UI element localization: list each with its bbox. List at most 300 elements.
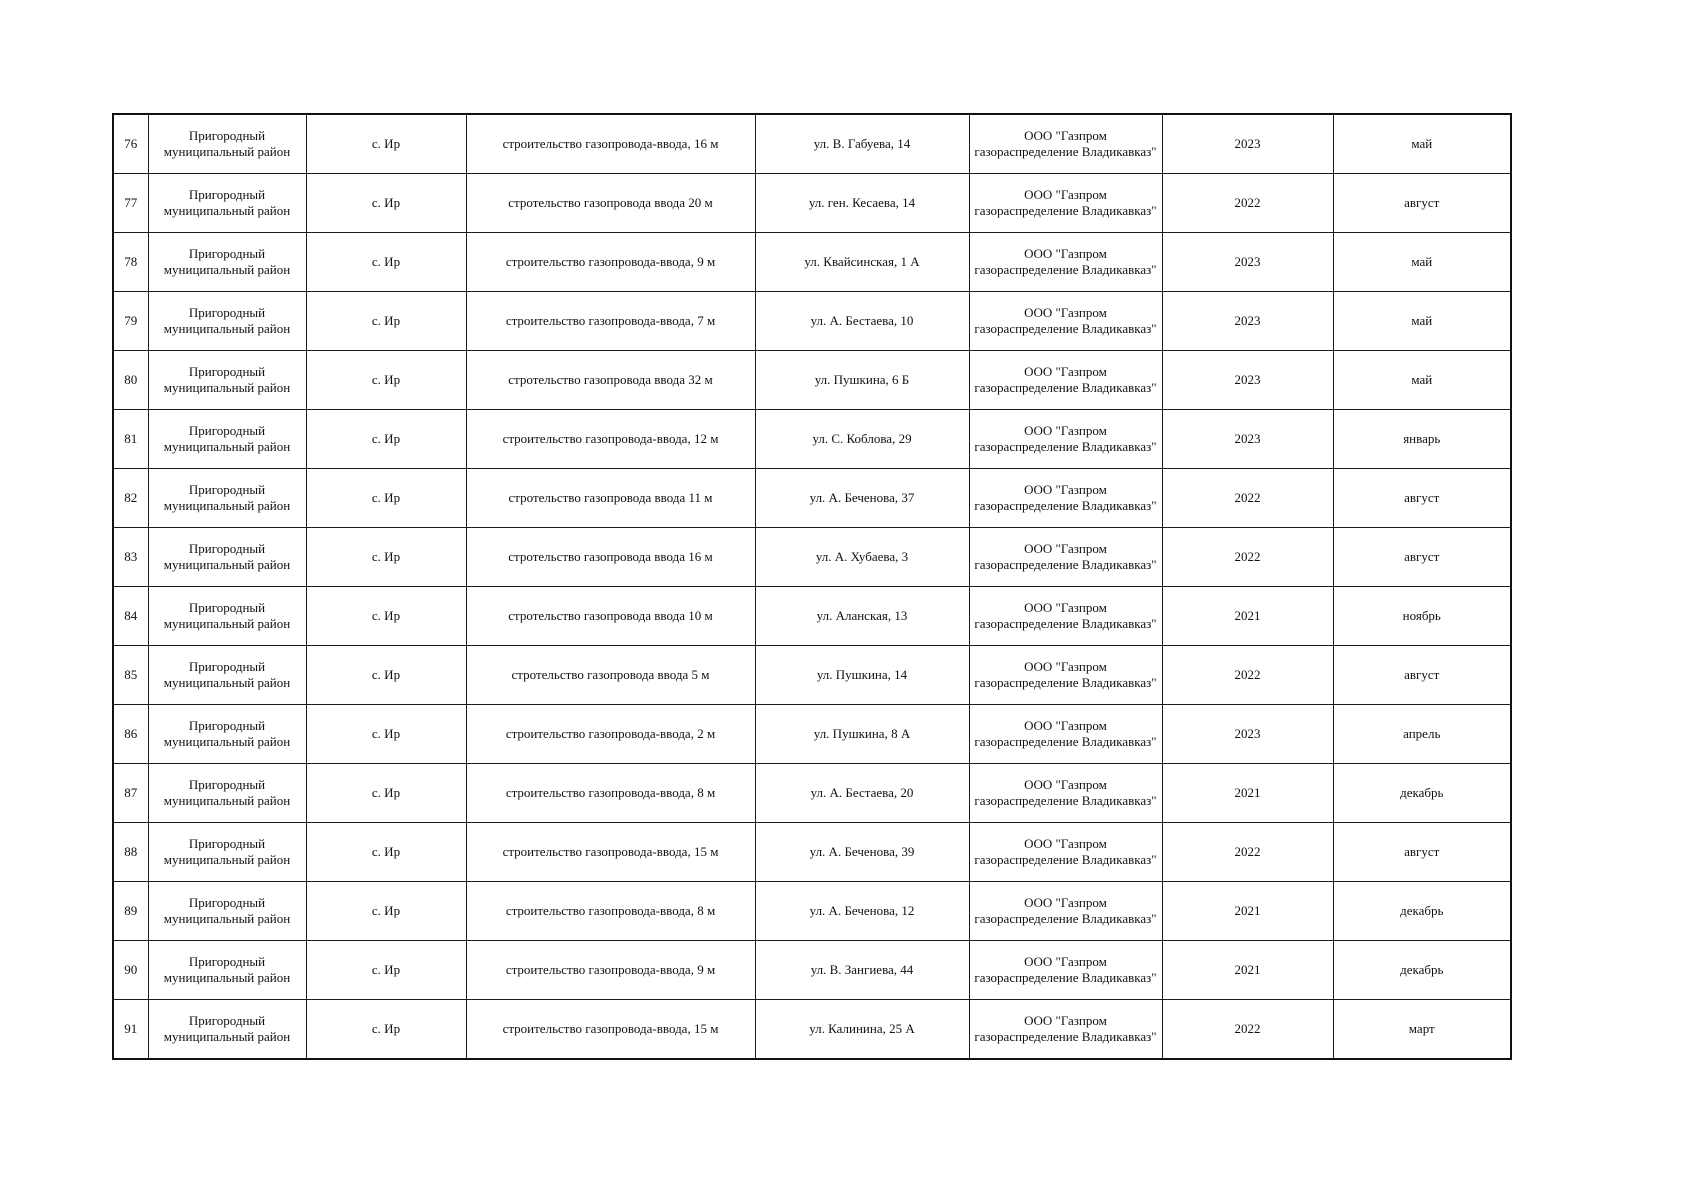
month-cell-text: май	[1411, 372, 1433, 387]
row-number-text: 86	[124, 726, 138, 741]
address-cell-text: ул. Пушкина, 14	[816, 667, 908, 682]
month-cell-text: март	[1408, 1021, 1435, 1036]
village-cell	[306, 764, 466, 823]
address-cell	[755, 174, 969, 233]
organization-cell-text: газораспределение Владикавказ"	[974, 616, 1157, 631]
district-cell-text: Пригородный	[188, 128, 266, 143]
district-cell-text: Пригородный	[188, 836, 266, 851]
address-cell	[755, 882, 969, 941]
village-cell-text: с. Ир	[371, 844, 401, 859]
address-cell	[755, 823, 969, 882]
month-cell	[1333, 646, 1511, 705]
row-number	[113, 292, 148, 351]
month-cell	[1333, 351, 1511, 410]
work-description-cell-text: строительство газопровода-ввода, 9 м	[505, 254, 716, 269]
district-cell-text: Пригородный	[188, 954, 266, 969]
organization-cell-text: ООО "Газпром	[1024, 364, 1107, 379]
organization-cell	[969, 174, 1162, 233]
district-cell-text: Пригородный	[188, 718, 266, 733]
year-cell	[1162, 705, 1333, 764]
organization-cell-text: газораспределение Владикавказ"	[974, 911, 1157, 926]
organization-cell-text: газораспределение Владикавказ"	[974, 262, 1157, 277]
district-cell-text: Пригородный	[188, 364, 266, 379]
address-cell	[755, 705, 969, 764]
district-cell	[148, 587, 306, 646]
year-cell	[1162, 469, 1333, 528]
organization-cell	[969, 528, 1162, 587]
organization-cell-text: ООО "Газпром	[1024, 423, 1107, 438]
district-cell-text: Пригородный	[188, 187, 266, 202]
village-cell-text: с. Ир	[371, 549, 401, 564]
table-row	[113, 114, 1511, 174]
district-cell-text: Пригородный	[188, 482, 266, 497]
village-cell-text: с. Ир	[371, 136, 401, 151]
work-description-cell	[466, 705, 755, 764]
address-cell-text: ул. А. Хубаева, 3	[815, 549, 909, 564]
organization-cell-text: ООО "Газпром	[1024, 895, 1107, 910]
row-number-text: 78	[124, 254, 138, 269]
table-row	[113, 1000, 1511, 1060]
district-cell-text: Пригородный	[188, 305, 266, 320]
month-cell	[1333, 114, 1511, 174]
year-cell	[1162, 410, 1333, 469]
table-body	[113, 114, 1511, 1059]
village-cell-text: с. Ир	[371, 903, 401, 918]
organization-cell-text: газораспределение Владикавказ"	[974, 380, 1157, 395]
year-cell	[1162, 1000, 1333, 1060]
district-cell-text: муниципальный район	[163, 557, 291, 572]
work-description-cell-text: стротельство газопровода ввода 16 м	[508, 549, 713, 564]
district-cell-text: Пригородный	[188, 423, 266, 438]
work-description-cell-text: строительство газопровода-ввода, 8 м	[505, 903, 716, 918]
work-description-cell	[466, 528, 755, 587]
month-cell	[1333, 705, 1511, 764]
organization-cell-text: газораспределение Владикавказ"	[974, 1029, 1157, 1044]
village-cell-text: с. Ир	[371, 785, 401, 800]
month-cell	[1333, 764, 1511, 823]
address-cell-text: ул. А. Бестаева, 20	[810, 785, 914, 800]
address-cell	[755, 469, 969, 528]
district-cell-text: муниципальный район	[163, 144, 291, 159]
organization-cell-text: ООО "Газпром	[1024, 600, 1107, 615]
village-cell	[306, 469, 466, 528]
work-description-cell-text: стротельство газопровода ввода 20 м	[508, 195, 713, 210]
organization-cell-text: газораспределение Владикавказ"	[974, 852, 1157, 867]
row-number-text: 82	[124, 490, 138, 505]
row-number-text: 76	[124, 136, 138, 151]
organization-cell	[969, 1000, 1162, 1060]
district-cell-text: муниципальный район	[163, 1029, 291, 1044]
address-cell	[755, 528, 969, 587]
work-description-cell-text: строительство газопровода-ввода, 12 м	[502, 431, 719, 446]
month-cell	[1333, 823, 1511, 882]
year-cell	[1162, 174, 1333, 233]
month-cell	[1333, 1000, 1511, 1060]
district-cell-text: муниципальный район	[163, 498, 291, 513]
year-cell-text: 2022	[1234, 667, 1261, 682]
village-cell	[306, 823, 466, 882]
row-number	[113, 114, 148, 174]
row-number	[113, 233, 148, 292]
district-cell-text: муниципальный район	[163, 616, 291, 631]
work-description-cell	[466, 233, 755, 292]
year-cell	[1162, 587, 1333, 646]
organization-cell	[969, 114, 1162, 174]
village-cell	[306, 705, 466, 764]
village-cell	[306, 114, 466, 174]
year-cell-text: 2021	[1234, 962, 1261, 977]
table-row	[113, 705, 1511, 764]
organization-cell	[969, 882, 1162, 941]
work-description-cell	[466, 174, 755, 233]
organization-cell	[969, 469, 1162, 528]
district-cell	[148, 292, 306, 351]
row-number	[113, 410, 148, 469]
district-cell-text: муниципальный район	[163, 911, 291, 926]
organization-cell	[969, 941, 1162, 1000]
district-cell	[148, 1000, 306, 1060]
address-cell-text: ул. А. Беченова, 39	[809, 844, 915, 859]
village-cell-text: с. Ир	[371, 490, 401, 505]
organization-cell-text: ООО "Газпром	[1024, 187, 1107, 202]
organization-cell-text: газораспределение Владикавказ"	[974, 321, 1157, 336]
organization-cell	[969, 587, 1162, 646]
district-cell-text: Пригородный	[188, 600, 266, 615]
row-number-text: 83	[124, 549, 138, 564]
organization-cell-text: газораспределение Владикавказ"	[974, 734, 1157, 749]
row-number	[113, 469, 148, 528]
year-cell-text: 2023	[1234, 372, 1261, 387]
organization-cell-text: газораспределение Владикавказ"	[974, 675, 1157, 690]
address-cell-text: ул. Квайсинская, 1 А	[804, 254, 920, 269]
work-description-cell	[466, 410, 755, 469]
village-cell	[306, 410, 466, 469]
district-cell	[148, 410, 306, 469]
organization-cell-text: газораспределение Владикавказ"	[974, 203, 1157, 218]
table-row	[113, 882, 1511, 941]
organization-cell	[969, 823, 1162, 882]
row-number	[113, 823, 148, 882]
district-cell-text: Пригородный	[188, 1013, 266, 1028]
work-description-cell-text: строительство газопровода-ввода, 2 м	[505, 726, 716, 741]
year-cell	[1162, 292, 1333, 351]
table-row	[113, 646, 1511, 705]
district-cell-text: Пригородный	[188, 246, 266, 261]
work-description-cell	[466, 469, 755, 528]
village-cell-text: с. Ир	[371, 667, 401, 682]
address-cell-text: ул. Пушкина, 6 Б	[814, 372, 910, 387]
organization-cell	[969, 705, 1162, 764]
work-description-cell-text: стротельство газопровода ввода 10 м	[508, 608, 713, 623]
district-cell-text: муниципальный район	[163, 439, 291, 454]
address-cell	[755, 233, 969, 292]
row-number-text: 81	[124, 431, 138, 446]
district-cell-text: муниципальный район	[163, 970, 291, 985]
year-cell	[1162, 646, 1333, 705]
work-description-cell	[466, 941, 755, 1000]
village-cell	[306, 882, 466, 941]
organization-cell	[969, 233, 1162, 292]
table-row	[113, 292, 1511, 351]
table-row	[113, 941, 1511, 1000]
district-cell-text: муниципальный район	[163, 734, 291, 749]
organization-cell-text: газораспределение Владикавказ"	[974, 498, 1157, 513]
month-cell	[1333, 528, 1511, 587]
month-cell	[1333, 882, 1511, 941]
district-cell-text: муниципальный район	[163, 321, 291, 336]
work-description-cell	[466, 351, 755, 410]
table-row	[113, 823, 1511, 882]
month-cell-text: август	[1404, 844, 1440, 859]
district-cell	[148, 174, 306, 233]
year-cell-text: 2022	[1234, 195, 1261, 210]
district-cell	[148, 114, 306, 174]
village-cell-text: с. Ир	[371, 254, 401, 269]
district-cell-text: муниципальный район	[163, 380, 291, 395]
work-description-cell-text: строительство газопровода-ввода, 9 м	[505, 962, 716, 977]
organization-cell	[969, 292, 1162, 351]
district-cell-text: муниципальный район	[163, 203, 291, 218]
month-cell-text: апрель	[1403, 726, 1441, 741]
year-cell-text: 2021	[1234, 785, 1261, 800]
address-cell-text: ул. В. Зангиева, 44	[810, 962, 914, 977]
organization-cell-text: ООО "Газпром	[1024, 128, 1107, 143]
address-cell-text: ул. А. Бестаева, 10	[810, 313, 914, 328]
address-cell-text: ул. Пушкина, 8 А	[813, 726, 911, 741]
year-cell	[1162, 114, 1333, 174]
work-description-cell	[466, 587, 755, 646]
village-cell-text: с. Ир	[371, 726, 401, 741]
village-cell	[306, 351, 466, 410]
organization-cell-text: ООО "Газпром	[1024, 836, 1107, 851]
address-cell-text: ул. А. Беченова, 12	[809, 903, 915, 918]
year-cell-text: 2022	[1234, 844, 1261, 859]
table-row	[113, 233, 1511, 292]
work-description-cell-text: строительство газопровода-ввода, 8 м	[505, 785, 716, 800]
work-description-cell-text: стротельство газопровода ввода 5 м	[511, 667, 710, 682]
address-cell	[755, 1000, 969, 1060]
row-number-text: 91	[124, 1021, 138, 1036]
month-cell	[1333, 941, 1511, 1000]
month-cell-text: ноябрь	[1402, 608, 1441, 623]
organization-cell	[969, 646, 1162, 705]
district-cell	[148, 233, 306, 292]
village-cell	[306, 174, 466, 233]
month-cell-text: май	[1411, 254, 1433, 269]
organization-cell-text: ООО "Газпром	[1024, 305, 1107, 320]
row-number-text: 90	[124, 962, 138, 977]
month-cell-text: август	[1404, 667, 1440, 682]
row-number-text: 77	[124, 195, 138, 210]
year-cell	[1162, 882, 1333, 941]
year-cell-text: 2023	[1234, 431, 1261, 446]
district-cell	[148, 705, 306, 764]
row-number-text: 85	[124, 667, 138, 682]
month-cell-text: август	[1404, 549, 1440, 564]
month-cell	[1333, 587, 1511, 646]
village-cell	[306, 528, 466, 587]
year-cell-text: 2023	[1234, 136, 1261, 151]
year-cell	[1162, 764, 1333, 823]
work-description-cell-text: строительство газопровода-ввода, 15 м	[502, 1021, 719, 1036]
month-cell-text: август	[1404, 490, 1440, 505]
village-cell-text: с. Ир	[371, 608, 401, 623]
address-cell	[755, 292, 969, 351]
month-cell-text: август	[1404, 195, 1440, 210]
district-cell	[148, 823, 306, 882]
district-cell-text: Пригородный	[188, 777, 266, 792]
organization-cell-text: ООО "Газпром	[1024, 777, 1107, 792]
village-cell	[306, 1000, 466, 1060]
row-number	[113, 351, 148, 410]
district-cell-text: Пригородный	[188, 895, 266, 910]
table-row	[113, 469, 1511, 528]
organization-cell-text: ООО "Газпром	[1024, 482, 1107, 497]
address-cell	[755, 351, 969, 410]
row-number-text: 87	[124, 785, 138, 800]
year-cell	[1162, 351, 1333, 410]
year-cell-text: 2023	[1234, 726, 1261, 741]
district-cell	[148, 764, 306, 823]
table-row	[113, 587, 1511, 646]
year-cell	[1162, 528, 1333, 587]
row-number-text: 84	[124, 608, 138, 623]
work-description-cell	[466, 764, 755, 823]
year-cell	[1162, 233, 1333, 292]
district-cell	[148, 882, 306, 941]
month-cell-text: январь	[1403, 431, 1441, 446]
district-cell	[148, 646, 306, 705]
village-cell	[306, 941, 466, 1000]
work-description-cell-text: строительство газопровода-ввода, 7 м	[505, 313, 716, 328]
organization-cell-text: ООО "Газпром	[1024, 541, 1107, 556]
month-cell-text: декабрь	[1400, 962, 1444, 977]
work-description-cell-text: стротельство газопровода ввода 32 м	[508, 372, 713, 387]
table-row	[113, 528, 1511, 587]
year-cell	[1162, 941, 1333, 1000]
district-cell	[148, 528, 306, 587]
organization-cell-text: ООО "Газпром	[1024, 1013, 1107, 1028]
row-number-text: 89	[124, 903, 138, 918]
village-cell	[306, 587, 466, 646]
work-description-cell	[466, 823, 755, 882]
work-description-cell-text: строительство газопровода-ввода, 15 м	[502, 844, 719, 859]
row-number	[113, 764, 148, 823]
organization-cell-text: газораспределение Владикавказ"	[974, 970, 1157, 985]
month-cell-text: май	[1411, 136, 1433, 151]
address-cell-text: ул. ген. Кесаева, 14	[808, 195, 916, 210]
organization-cell	[969, 764, 1162, 823]
row-number	[113, 587, 148, 646]
village-cell-text: с. Ир	[371, 313, 401, 328]
year-cell-text: 2021	[1234, 608, 1261, 623]
month-cell	[1333, 292, 1511, 351]
row-number	[113, 882, 148, 941]
address-cell-text: ул. В. Габуева, 14	[813, 136, 911, 151]
village-cell	[306, 292, 466, 351]
village-cell	[306, 233, 466, 292]
organization-cell-text: газораспределение Владикавказ"	[974, 439, 1157, 454]
month-cell-text: декабрь	[1400, 903, 1444, 918]
village-cell-text: с. Ир	[371, 1021, 401, 1036]
work-description-cell-text: стротельство газопровода ввода 11 м	[508, 490, 713, 505]
month-cell	[1333, 469, 1511, 528]
year-cell-text: 2021	[1234, 903, 1261, 918]
address-cell	[755, 764, 969, 823]
district-cell-text: муниципальный район	[163, 262, 291, 277]
gasification-table-wrapper	[112, 113, 1510, 1060]
address-cell	[755, 587, 969, 646]
row-number	[113, 941, 148, 1000]
gasification-table	[112, 113, 1512, 1060]
district-cell	[148, 469, 306, 528]
organization-cell-text: газораспределение Владикавказ"	[974, 144, 1157, 159]
organization-cell-text: газораспределение Владикавказ"	[974, 557, 1157, 572]
address-cell	[755, 941, 969, 1000]
village-cell-text: с. Ир	[371, 195, 401, 210]
address-cell-text: ул. Калинина, 25 А	[809, 1021, 915, 1036]
month-cell-text: май	[1411, 313, 1433, 328]
work-description-cell	[466, 292, 755, 351]
month-cell	[1333, 174, 1511, 233]
district-cell-text: муниципальный район	[163, 852, 291, 867]
district-cell-text: Пригородный	[188, 541, 266, 556]
year-cell-text: 2022	[1234, 549, 1261, 564]
organization-cell-text: газораспределение Владикавказ"	[974, 793, 1157, 808]
district-cell	[148, 351, 306, 410]
work-description-cell	[466, 1000, 755, 1060]
work-description-cell-text: строительство газопровода-ввода, 16 м	[502, 136, 719, 151]
organization-cell-text: ООО "Газпром	[1024, 659, 1107, 674]
table-row	[113, 174, 1511, 233]
month-cell	[1333, 233, 1511, 292]
work-description-cell	[466, 114, 755, 174]
month-cell-text: декабрь	[1400, 785, 1444, 800]
address-cell-text: ул. А. Беченова, 37	[809, 490, 915, 505]
row-number	[113, 1000, 148, 1060]
work-description-cell	[466, 882, 755, 941]
district-cell-text: муниципальный район	[163, 793, 291, 808]
month-cell	[1333, 410, 1511, 469]
row-number-text: 88	[124, 844, 138, 859]
district-cell	[148, 941, 306, 1000]
organization-cell-text: ООО "Газпром	[1024, 954, 1107, 969]
address-cell	[755, 646, 969, 705]
table-row	[113, 764, 1511, 823]
address-cell	[755, 410, 969, 469]
row-number	[113, 174, 148, 233]
organization-cell-text: ООО "Газпром	[1024, 246, 1107, 261]
district-cell-text: Пригородный	[188, 659, 266, 674]
year-cell-text: 2023	[1234, 254, 1261, 269]
address-cell-text: ул. Аланская, 13	[816, 608, 908, 623]
organization-cell-text: ООО "Газпром	[1024, 718, 1107, 733]
row-number	[113, 528, 148, 587]
work-description-cell	[466, 646, 755, 705]
year-cell-text: 2023	[1234, 313, 1261, 328]
row-number	[113, 705, 148, 764]
village-cell-text: с. Ир	[371, 962, 401, 977]
village-cell-text: с. Ир	[371, 431, 401, 446]
village-cell	[306, 646, 466, 705]
table-row	[113, 351, 1511, 410]
address-cell	[755, 114, 969, 174]
address-cell-text: ул. С. Коблова, 29	[812, 431, 912, 446]
district-cell-text: муниципальный район	[163, 675, 291, 690]
row-number-text: 80	[124, 372, 138, 387]
row-number-text: 79	[124, 313, 138, 328]
village-cell-text: с. Ир	[371, 372, 401, 387]
